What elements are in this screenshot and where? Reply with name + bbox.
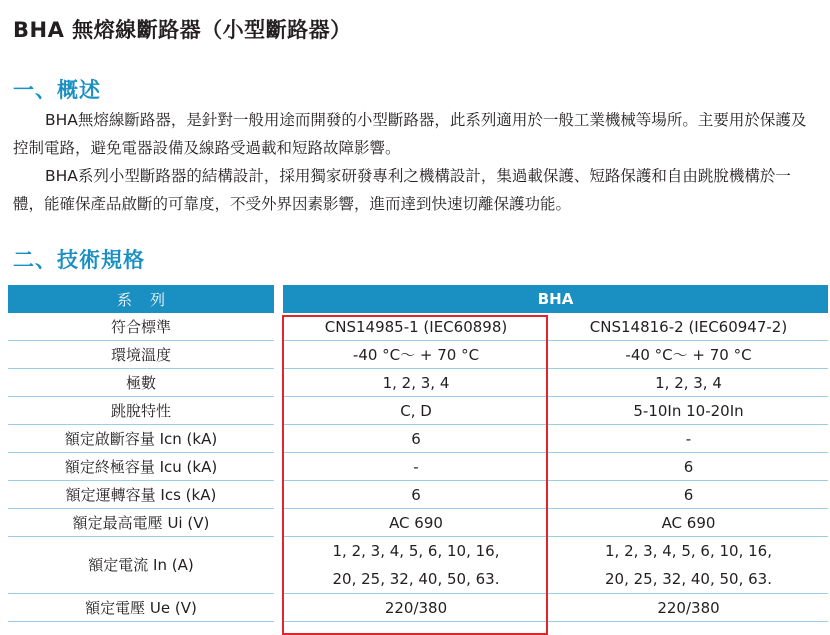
header-model: BHA bbox=[283, 285, 828, 313]
table-row bbox=[8, 425, 828, 453]
row-value-iec60947: AC 690 bbox=[549, 509, 828, 537]
row-value-iec60898: C, D bbox=[283, 397, 549, 425]
row-value-iec60898: 6 bbox=[283, 425, 549, 453]
table-row bbox=[8, 453, 828, 481]
section-heading-overview: 一、概述 bbox=[13, 78, 101, 102]
row-label: 極數 bbox=[8, 369, 274, 397]
row-value-iec60947: 6 bbox=[549, 453, 828, 481]
row-label: 符合標準 bbox=[8, 313, 274, 341]
row-label: 跳脫特性 bbox=[8, 397, 274, 425]
row-value-iec60947: - bbox=[549, 425, 828, 453]
row-label: 額定終極容量 Icu (kA) bbox=[8, 453, 274, 481]
row-label: 環境溫度 bbox=[8, 341, 274, 369]
row-value-iec60947: CNS14816-2 (IEC60947-2) bbox=[549, 313, 828, 341]
row-value-iec60947: 6 bbox=[549, 481, 828, 509]
overview-paragraph-2: BHA系列小型斷路器的結構設計，採用獨家研發專利之機構設計，集過載保護、短路保護和自由跳脫機構於一體，能確保產品啟斷的可靠度，不受外界因素影響，進而達到快速切離保護功能。 bbox=[13, 167, 791, 213]
table-row bbox=[8, 594, 828, 622]
row-value-iec60947 bbox=[549, 537, 828, 594]
row-value-iec60898: 6 bbox=[283, 481, 549, 509]
row-label: 額定電壓 Ue (V) bbox=[8, 594, 274, 622]
table-row bbox=[8, 397, 828, 425]
row-value-iec60947: -40 °C～ + 70 °C bbox=[549, 341, 828, 369]
overview-paragraph-1: BHA無熔線斷路器，是針對一般用途而開發的小型斷路器，此系列適用於一般工業機械等場所。主要用於保護及控制電路，避免電器設備及線路受過載和短路故障影響。 bbox=[13, 111, 807, 157]
current-values-line-1: 1, 2, 3, 4, 5, 6, 10, 16, bbox=[332, 542, 500, 560]
table-row bbox=[8, 537, 828, 594]
current-values-line-2: 20, 25, 32, 40, 50, 63. bbox=[605, 570, 772, 588]
row-label: 額定啟斷容量 Icn (kA) bbox=[8, 425, 274, 453]
row-value-iec60898: 1, 2, 3, 4 bbox=[283, 369, 549, 397]
row-value-iec60898: - bbox=[283, 453, 549, 481]
row-value-iec60898 bbox=[283, 537, 549, 594]
row-value-iec60898: AC 690 bbox=[283, 509, 549, 537]
row-value-iec60898: CNS14985-1 (IEC60898) bbox=[283, 313, 549, 341]
row-value-iec60947: 1, 2, 3, 4 bbox=[549, 369, 828, 397]
table-row bbox=[8, 509, 828, 537]
current-values-line-2: 20, 25, 32, 40, 50, 63. bbox=[332, 570, 500, 588]
row-value-iec60947: 5-10In 10-20In bbox=[549, 397, 828, 425]
table-row bbox=[8, 481, 828, 509]
row-label: 額定最高電壓 Ui (V) bbox=[8, 509, 274, 537]
table-row bbox=[8, 341, 828, 369]
spec-table-header bbox=[8, 285, 828, 313]
row-value-iec60947: 220/380 bbox=[549, 594, 828, 622]
row-label: 額定運轉容量 Ics (kA) bbox=[8, 481, 274, 509]
page-title: BHA 無熔線斷路器（小型斷路器） bbox=[13, 18, 352, 42]
row-label: 額定電流 In (A) bbox=[8, 537, 274, 594]
header-series: 系列 bbox=[8, 285, 274, 313]
section-heading-specs: 二、技術規格 bbox=[13, 248, 145, 272]
row-value-iec60898: 220/380 bbox=[283, 594, 549, 622]
row-value-iec60898: -40 °C～ + 70 °C bbox=[283, 341, 549, 369]
table-row bbox=[8, 313, 828, 341]
table-row bbox=[8, 369, 828, 397]
spec-table bbox=[8, 285, 828, 622]
current-values-line-1: 1, 2, 3, 4, 5, 6, 10, 16, bbox=[605, 542, 772, 560]
